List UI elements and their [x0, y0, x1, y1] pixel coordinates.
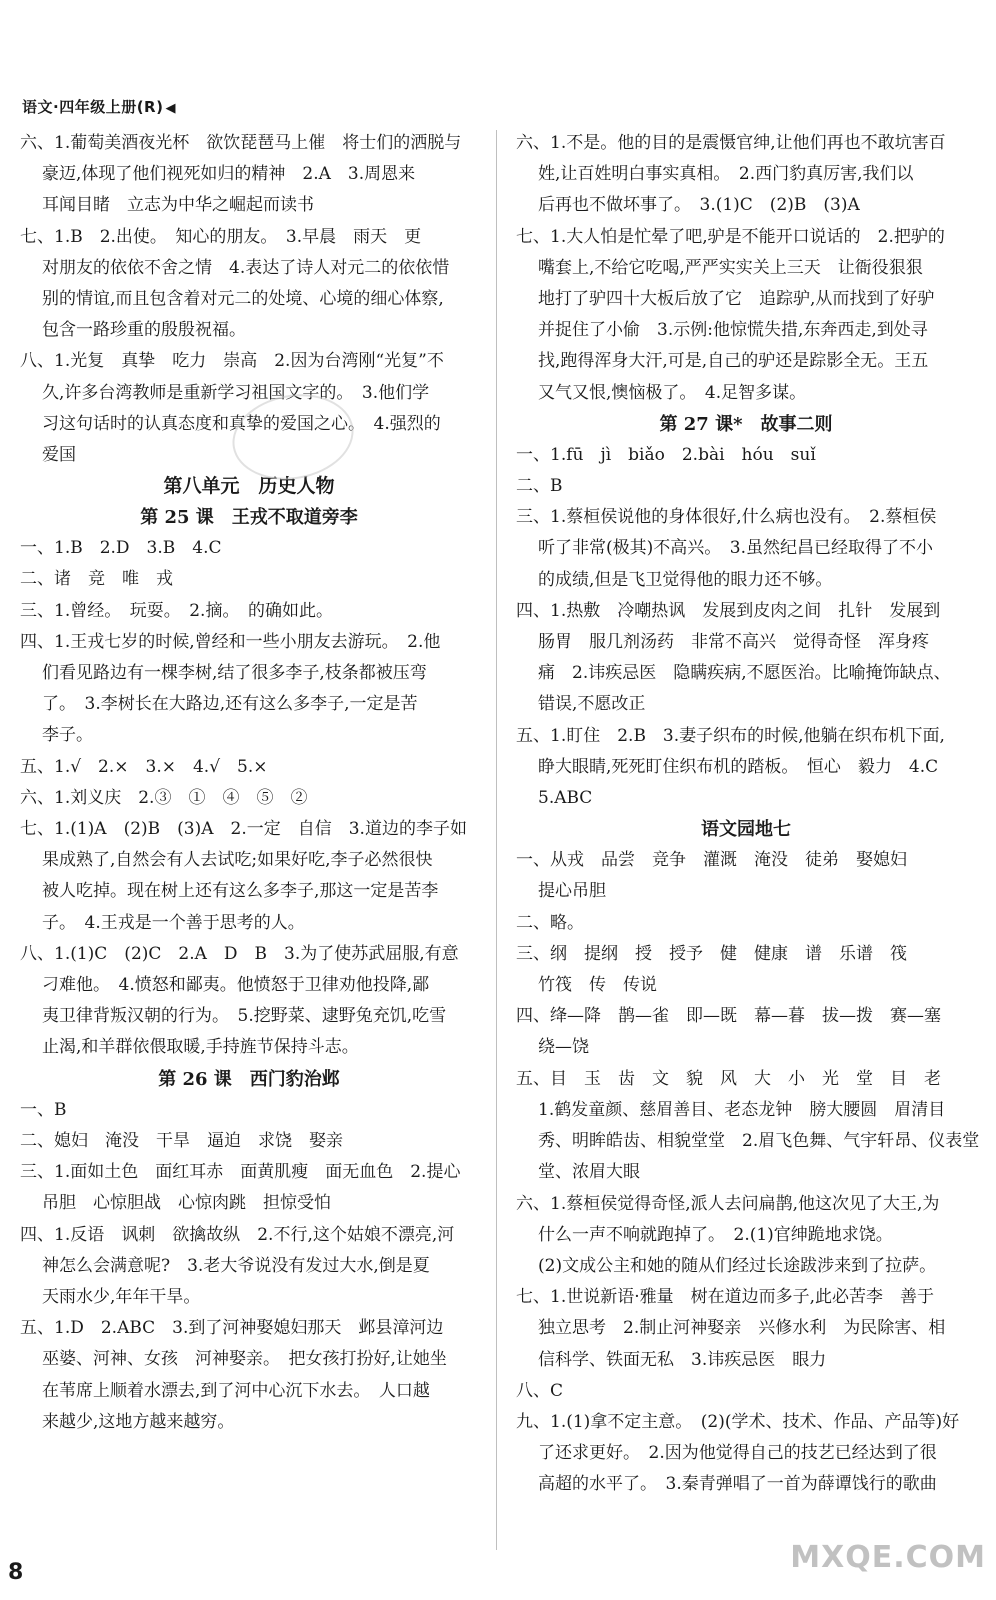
answer-line: 果成熟了,自然会有人去试吃;如果好吃,李子必然很快 — [42, 850, 433, 871]
answer-line: 信科学、铁面无私 3.讳疾忌医 眼力 — [538, 1349, 827, 1370]
answer-line: 四、1.反语 讽刺 欲擒故纵 2.不行,这个姑娘不漂亮,河 — [20, 1224, 455, 1245]
answer-line: 三、1.面如土色 面红耳赤 面黄肌瘦 面无血色 2.提心 — [20, 1162, 461, 1183]
answer-line: 七、1.世说新语·雅量 树在道边而多子,此必苦李 善于 — [516, 1287, 935, 1308]
answer-line: 四、绛—降 鹊—雀 即—既 幕—暮 拔—拨 赛—塞 — [516, 1006, 941, 1027]
answer-line: 习这句话时的认真态度和真挚的爱国之心。 4.强烈的 — [42, 413, 441, 434]
answer-line: 李子。 — [42, 725, 93, 746]
answer-line: 三、1.曾经。 玩耍。 2.摘。 的确如此。 — [20, 600, 333, 621]
answer-line: 吊胆 心惊胆战 心惊肉跳 担惊受怕 — [42, 1193, 331, 1214]
answer-line: 痛 2.讳疾忌医 隐瞒疾病,不愿医治。比喻掩饰缺点、 — [538, 663, 951, 684]
answer-line: 提心吊胆 — [538, 881, 606, 902]
answer-line: 爱国 — [42, 445, 76, 466]
answer-line: 六、1.刘义庆 2.③ ① ④ ⑤ ② — [20, 787, 308, 808]
answer-line: 刁难他。 4.愤怒和鄙夷。他愤怒于卫律劝他投降,鄙 — [42, 975, 430, 996]
page-number: 8 — [8, 1560, 24, 1585]
answer-line: 来越少,这地方越来越穷。 — [42, 1411, 235, 1432]
answer-line: 二、B — [516, 476, 563, 497]
right-column — [516, 128, 980, 1501]
answer-line: 子。 4.王戎是一个善于思考的人。 — [42, 912, 305, 933]
answer-line: 绕—饶 — [538, 1037, 589, 1058]
answer-line: 高超的水平了。 3.秦青弹唱了一首为薛谭饯行的歌曲 — [538, 1474, 937, 1495]
answer-line: 八、C — [516, 1380, 564, 1401]
left-column — [20, 128, 478, 1438]
column-divider — [496, 130, 497, 1550]
unit-heading: 第八单元 历史人物 — [163, 475, 335, 498]
answer-line: 六、1.葡萄美酒夜光杯 欲饮琵琶马上催 将士们的洒脱与 — [20, 133, 462, 153]
answer-line: 的成绩,但是飞卫觉得他的眼力还不够。 — [538, 569, 833, 590]
answer-line: 豪迈,体现了他们视死如归的精神 2.A 3.周恩来 — [42, 164, 416, 185]
answer-line: 地打了驴四十大板后放了它 追踪驴,从而找到了好驴 — [538, 289, 935, 310]
answer-line: 四、1.王戎七岁的时候,曾经和一些小朋友去游玩。 2.他 — [20, 631, 441, 652]
answer-line: 后再也不做坏事了。 3.(1)C (2)B (3)A — [538, 195, 860, 216]
answer-line: 六、1.不是。他的目的是震慑官绅,让他们再也不敢坑害百 — [516, 133, 946, 153]
answer-line: 错误,不愿改正 — [538, 694, 646, 715]
answer-line: 五、1.D 2.ABC 3.到了河神娶媳妇那天 邺县漳河边 — [20, 1318, 444, 1339]
answer-line: 天雨水少,年年干旱。 — [42, 1286, 201, 1307]
answer-line: 一、从戎 品尝 竞争 灌溉 淹没 徒弟 娶媳妇 — [516, 850, 907, 871]
answer-line: 五、1.盯住 2.B 3.妻子织布的时候,他躺在织布机下面, — [516, 725, 945, 746]
answer-line: 听了非常(极其)不高兴。 3.虽然纪昌已经取得了不小 — [538, 538, 933, 559]
answer-line: 睁大眼睛,死死盯住织布机的踏板。 恒心 毅力 4.C — [538, 756, 939, 777]
answer-line: 并捉住了小偷 3.示例:他惊慌失措,东奔西走,到处寻 — [538, 320, 928, 341]
answer-line: 肠胃 服几剂汤药 非常不高兴 觉得奇怪 浑身疼 — [538, 632, 929, 653]
answer-line: 又气又恨,懊恼极了。 4.足智多谋。 — [538, 382, 807, 403]
answer-line: 五、目 玉 齿 文 貌 风 大 小 光 堂 目 老 — [516, 1068, 941, 1089]
answer-line: 一、B — [20, 1099, 67, 1120]
triangle-marker-icon: ◀ — [165, 101, 176, 116]
lesson-heading: 第 26 课 西门豹治邺 — [158, 1068, 340, 1090]
answer-line: (2)文成公主和她的随从们经过长途跋涉来到了拉萨。 — [538, 1255, 937, 1276]
answer-line: 一、1.B 2.D 3.B 4.C — [20, 538, 222, 559]
answer-line: 嘴套上,不给它吃喝,严严实实关上三天 让衙役狠狠 — [538, 257, 923, 278]
watermark-logo: MXQE.COM — [790, 1540, 986, 1575]
lesson-heading: 语文园地七 — [701, 819, 791, 841]
answer-line: 在苇席上顺着水漂去,到了河中心沉下水去。 人口越 — [42, 1380, 430, 1401]
answer-line: 堂、浓眉大眼 — [538, 1162, 640, 1183]
answer-line: 找,跑得浑身大汗,可是,自己的驴还是踪影全无。王五 — [538, 351, 929, 372]
answer-line: 八、1.光复 真挚 吃力 崇高 2.因为台湾刚“光复”不 — [20, 351, 444, 372]
answer-line: 被人吃掉。现在树上还有这么多李子,那这一定是苦李 — [42, 881, 439, 902]
answer-line: 止渴,和羊群依偎取暖,手持旌节保持斗志。 — [42, 1037, 359, 1058]
answer-line: 独立思考 2.制止河神娶亲 兴修水利 为民除害、相 — [538, 1318, 946, 1339]
answer-line: 五、1.√ 2.× 3.× 4.√ 5.× — [20, 756, 268, 777]
answer-line: 了。 3.李树长在大路边,还有这么多李子,一定是苦 — [42, 694, 418, 715]
answer-line: 什么一声不响就跑掉了。 2.(1)官绅跪地求饶。 — [538, 1224, 893, 1245]
answer-line: 5.ABC — [538, 788, 593, 809]
answer-line: 四、1.热敷 冷嘲热讽 发展到皮肉之间 扎针 发展到 — [516, 600, 941, 621]
answer-line: 二、略。 — [516, 912, 584, 933]
page-header — [22, 96, 176, 117]
answer-line: 久,许多台湾教师是重新学习祖国文字的。 3.他们学 — [42, 382, 430, 403]
lesson-heading: 第 27 课* 故事二则 — [659, 413, 833, 435]
answer-line: 三、纲 提纲 授 授予 健 健康 谱 乐谱 筏 — [516, 943, 907, 964]
answer-line: 巫婆、河神、女孩 河神娶亲。 把女孩打扮好,让她坐 — [42, 1349, 447, 1370]
answer-line: 们看见路边有一棵李树,结了很多李子,枝条都被压弯 — [42, 663, 427, 684]
subject-label: 语文·四年级上册(R) — [22, 98, 164, 116]
answer-line: 对朋友的依依不舍之情 4.表达了诗人对元二的依依惜 — [42, 257, 450, 278]
lesson-heading: 第 25 课 王戎不取道旁李 — [140, 507, 358, 529]
answer-line: 竹筏 传 传说 — [538, 975, 657, 996]
answer-line: 了还求更好。 2.因为他觉得自己的技艺已经达到了很 — [538, 1443, 937, 1464]
answer-line: 八、1.(1)C (2)C 2.A D B 3.为了使苏武屈服,有意 — [20, 943, 459, 964]
answer-line: 三、1.蔡桓侯说他的身体很好,什么病也没有。 2.蔡桓侯 — [516, 507, 937, 528]
answer-line: 夷卫律背叛汉朝的行为。 5.挖野菜、逮野兔充饥,吃雪 — [42, 1006, 447, 1027]
answer-line: 包含一路珍重的殷殷祝福。 — [42, 320, 246, 341]
answer-line: 1.鹤发童颜、慈眉善目、老态龙钟 膀大腰圆 眉清目 — [538, 1099, 946, 1120]
answer-line: 九、1.(1)拿不定主意。 (2)(学术、技术、作品、产品等)好 — [516, 1411, 960, 1432]
answer-line: 六、1.蔡桓侯觉得奇怪,派人去问扁鹊,他这次见了大王,为 — [516, 1193, 940, 1214]
answer-line: 七、1.(1)A (2)B (3)A 2.一定 自信 3.道边的李子如 — [20, 819, 467, 840]
answer-line: 二、媳妇 淹没 干旱 逼迫 求饶 娶亲 — [20, 1130, 343, 1151]
answer-line: 七、1.大人怕是忙晕了吧,驴是不能开口说话的 2.把驴的 — [516, 226, 945, 247]
answer-line: 七、1.B 2.出使。 知心的朋友。 3.早晨 雨天 更 — [20, 226, 422, 247]
answer-line: 神怎么会满意呢? 3.老大爷说没有发过大水,倒是夏 — [42, 1255, 430, 1276]
answer-line: 别的情谊,而且包含着对元二的处境、心境的细心体察, — [42, 289, 444, 310]
answer-line: 耳闻目睹 立志为中华之崛起而读书 — [42, 195, 314, 216]
answer-line: 姓,让百姓明白事实真相。 2.西门豹真厉害,我们以 — [538, 164, 914, 185]
answer-line: 秀、明眸皓齿、相貌堂堂 2.眉飞色舞、气宇轩昂、仪表堂 — [538, 1131, 980, 1152]
answer-line: 一、1.fū jì biǎo 2.bài hóu suǐ — [516, 444, 816, 465]
answer-line: 二、诸 竞 唯 戎 — [20, 569, 173, 590]
